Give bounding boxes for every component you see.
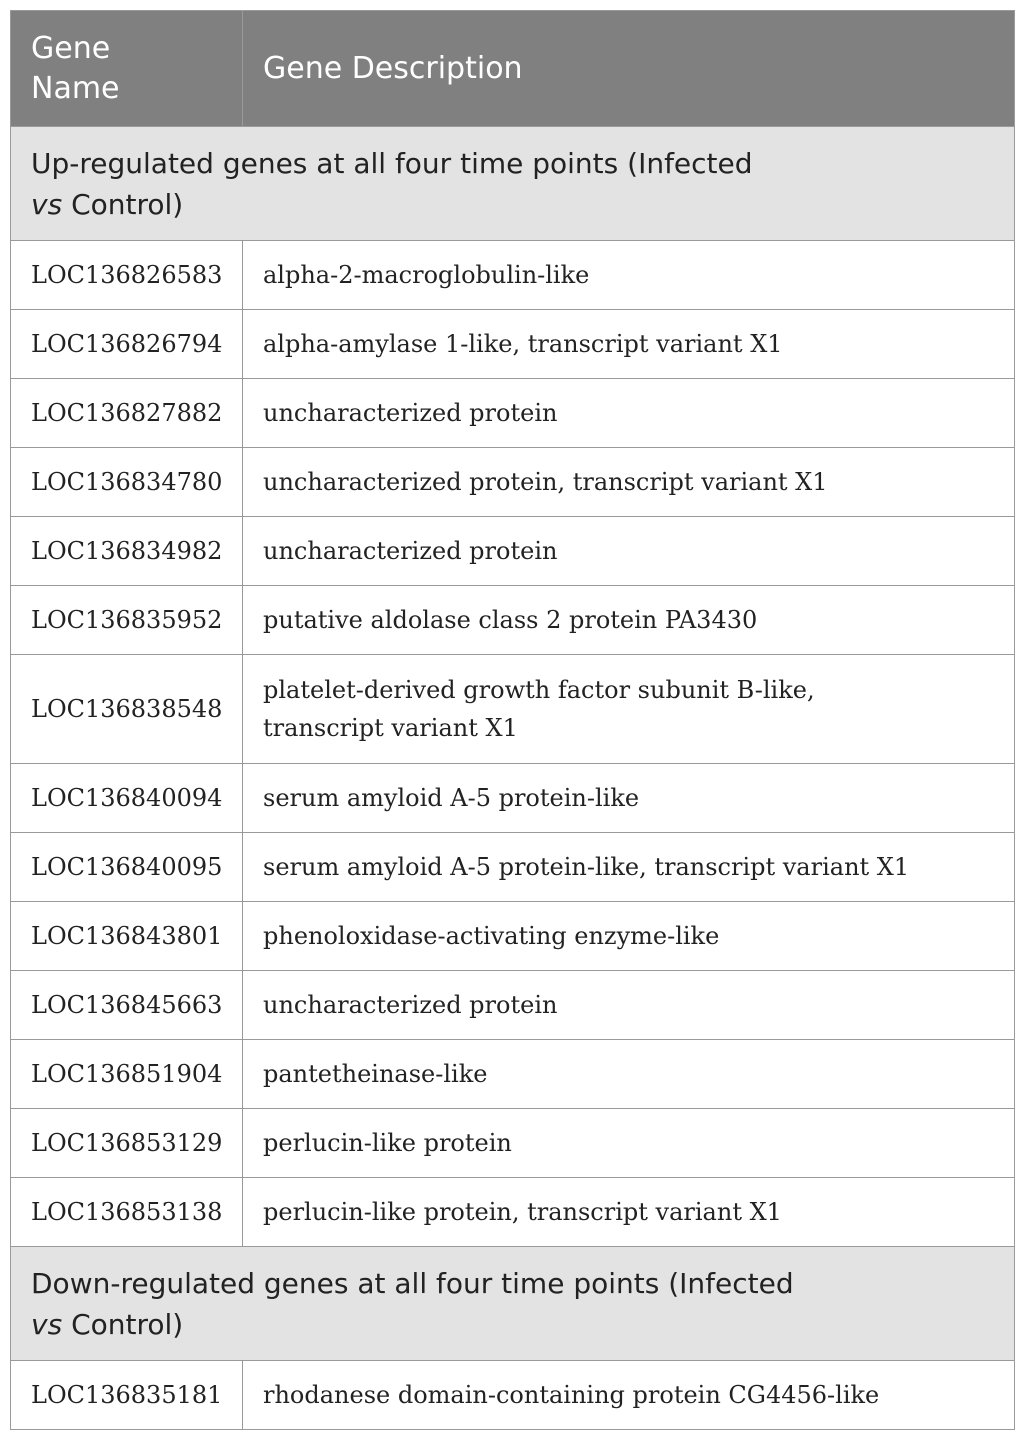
gene-name-cell: LOC136834780 — [11, 448, 243, 517]
gene-description-cell: serum amyloid A-5 protein-like, transcript variant X1 — [243, 833, 1015, 902]
gene-description-cell: alpha-amylase 1-like, transcript variant X1 — [243, 310, 1015, 379]
gene-name-cell: LOC136845663 — [11, 971, 243, 1040]
table-row — [11, 1040, 1015, 1109]
gene-description-cell: phenoloxidase-activating enzyme-like — [243, 902, 1015, 971]
gene-description-cell: serum amyloid A-5 protein-like — [243, 764, 1015, 833]
gene-name-cell: LOC136840095 — [11, 833, 243, 902]
section-header-down-regulated — [11, 1247, 1015, 1361]
gene-description-cell: uncharacterized protein — [243, 517, 1015, 586]
table-row — [11, 310, 1015, 379]
table-row — [11, 517, 1015, 586]
table-row — [11, 902, 1015, 971]
gene-name-cell: LOC136838548 — [11, 655, 243, 764]
gene-name-cell: LOC136840094 — [11, 764, 243, 833]
gene-description-cell: perlucin-like protein — [243, 1109, 1015, 1178]
table-row — [11, 655, 1015, 764]
section-header-up-regulated — [11, 127, 1015, 241]
table-row — [11, 1361, 1015, 1430]
table-row — [11, 1109, 1015, 1178]
gene-name-cell: LOC136853138 — [11, 1178, 243, 1247]
table-row — [11, 833, 1015, 902]
gene-description-cell: uncharacterized protein — [243, 971, 1015, 1040]
gene-name-cell: LOC136826583 — [11, 241, 243, 310]
gene-name-cell: LOC136851904 — [11, 1040, 243, 1109]
gene-name-cell: LOC136826794 — [11, 310, 243, 379]
table-row — [11, 1178, 1015, 1247]
table-header-row — [11, 11, 1015, 127]
gene-name-cell: LOC136853129 — [11, 1109, 243, 1178]
gene-description-cell: uncharacterized protein, transcript variant X1 — [243, 448, 1015, 517]
table-row — [11, 971, 1015, 1040]
table-row — [11, 379, 1015, 448]
table-row — [11, 764, 1015, 833]
table-row — [11, 448, 1015, 517]
gene-name-cell: LOC136843801 — [11, 902, 243, 971]
gene-name-cell: LOC136834982 — [11, 517, 243, 586]
table-row — [11, 241, 1015, 310]
gene-name-cell: LOC136827882 — [11, 379, 243, 448]
section-title: Up-regulated genes at all four time points (Infected vs Control) — [11, 127, 1015, 241]
table-row — [11, 586, 1015, 655]
column-header-gene-description: Gene Description — [243, 11, 1015, 127]
gene-description-cell: pantetheinase-like — [243, 1040, 1015, 1109]
gene-description-cell: putative aldolase class 2 protein PA3430 — [243, 586, 1015, 655]
gene-description-cell: alpha-2-macroglobulin-like — [243, 241, 1015, 310]
gene-description-cell: perlucin-like protein, transcript variant X1 — [243, 1178, 1015, 1247]
gene-description-cell: uncharacterized protein — [243, 379, 1015, 448]
gene-table — [10, 10, 1015, 1430]
column-header-gene-name: Gene Name — [11, 11, 243, 127]
gene-description-cell: platelet-derived growth factor subunit B-like, transcript variant X1 — [243, 655, 1015, 764]
gene-name-cell: LOC136835181 — [11, 1361, 243, 1430]
gene-description-cell: rhodanese domain-containing protein CG4456-like — [243, 1361, 1015, 1430]
gene-name-cell: LOC136835952 — [11, 586, 243, 655]
section-title: Down-regulated genes at all four time points (Infected vs Control) — [11, 1247, 1015, 1361]
